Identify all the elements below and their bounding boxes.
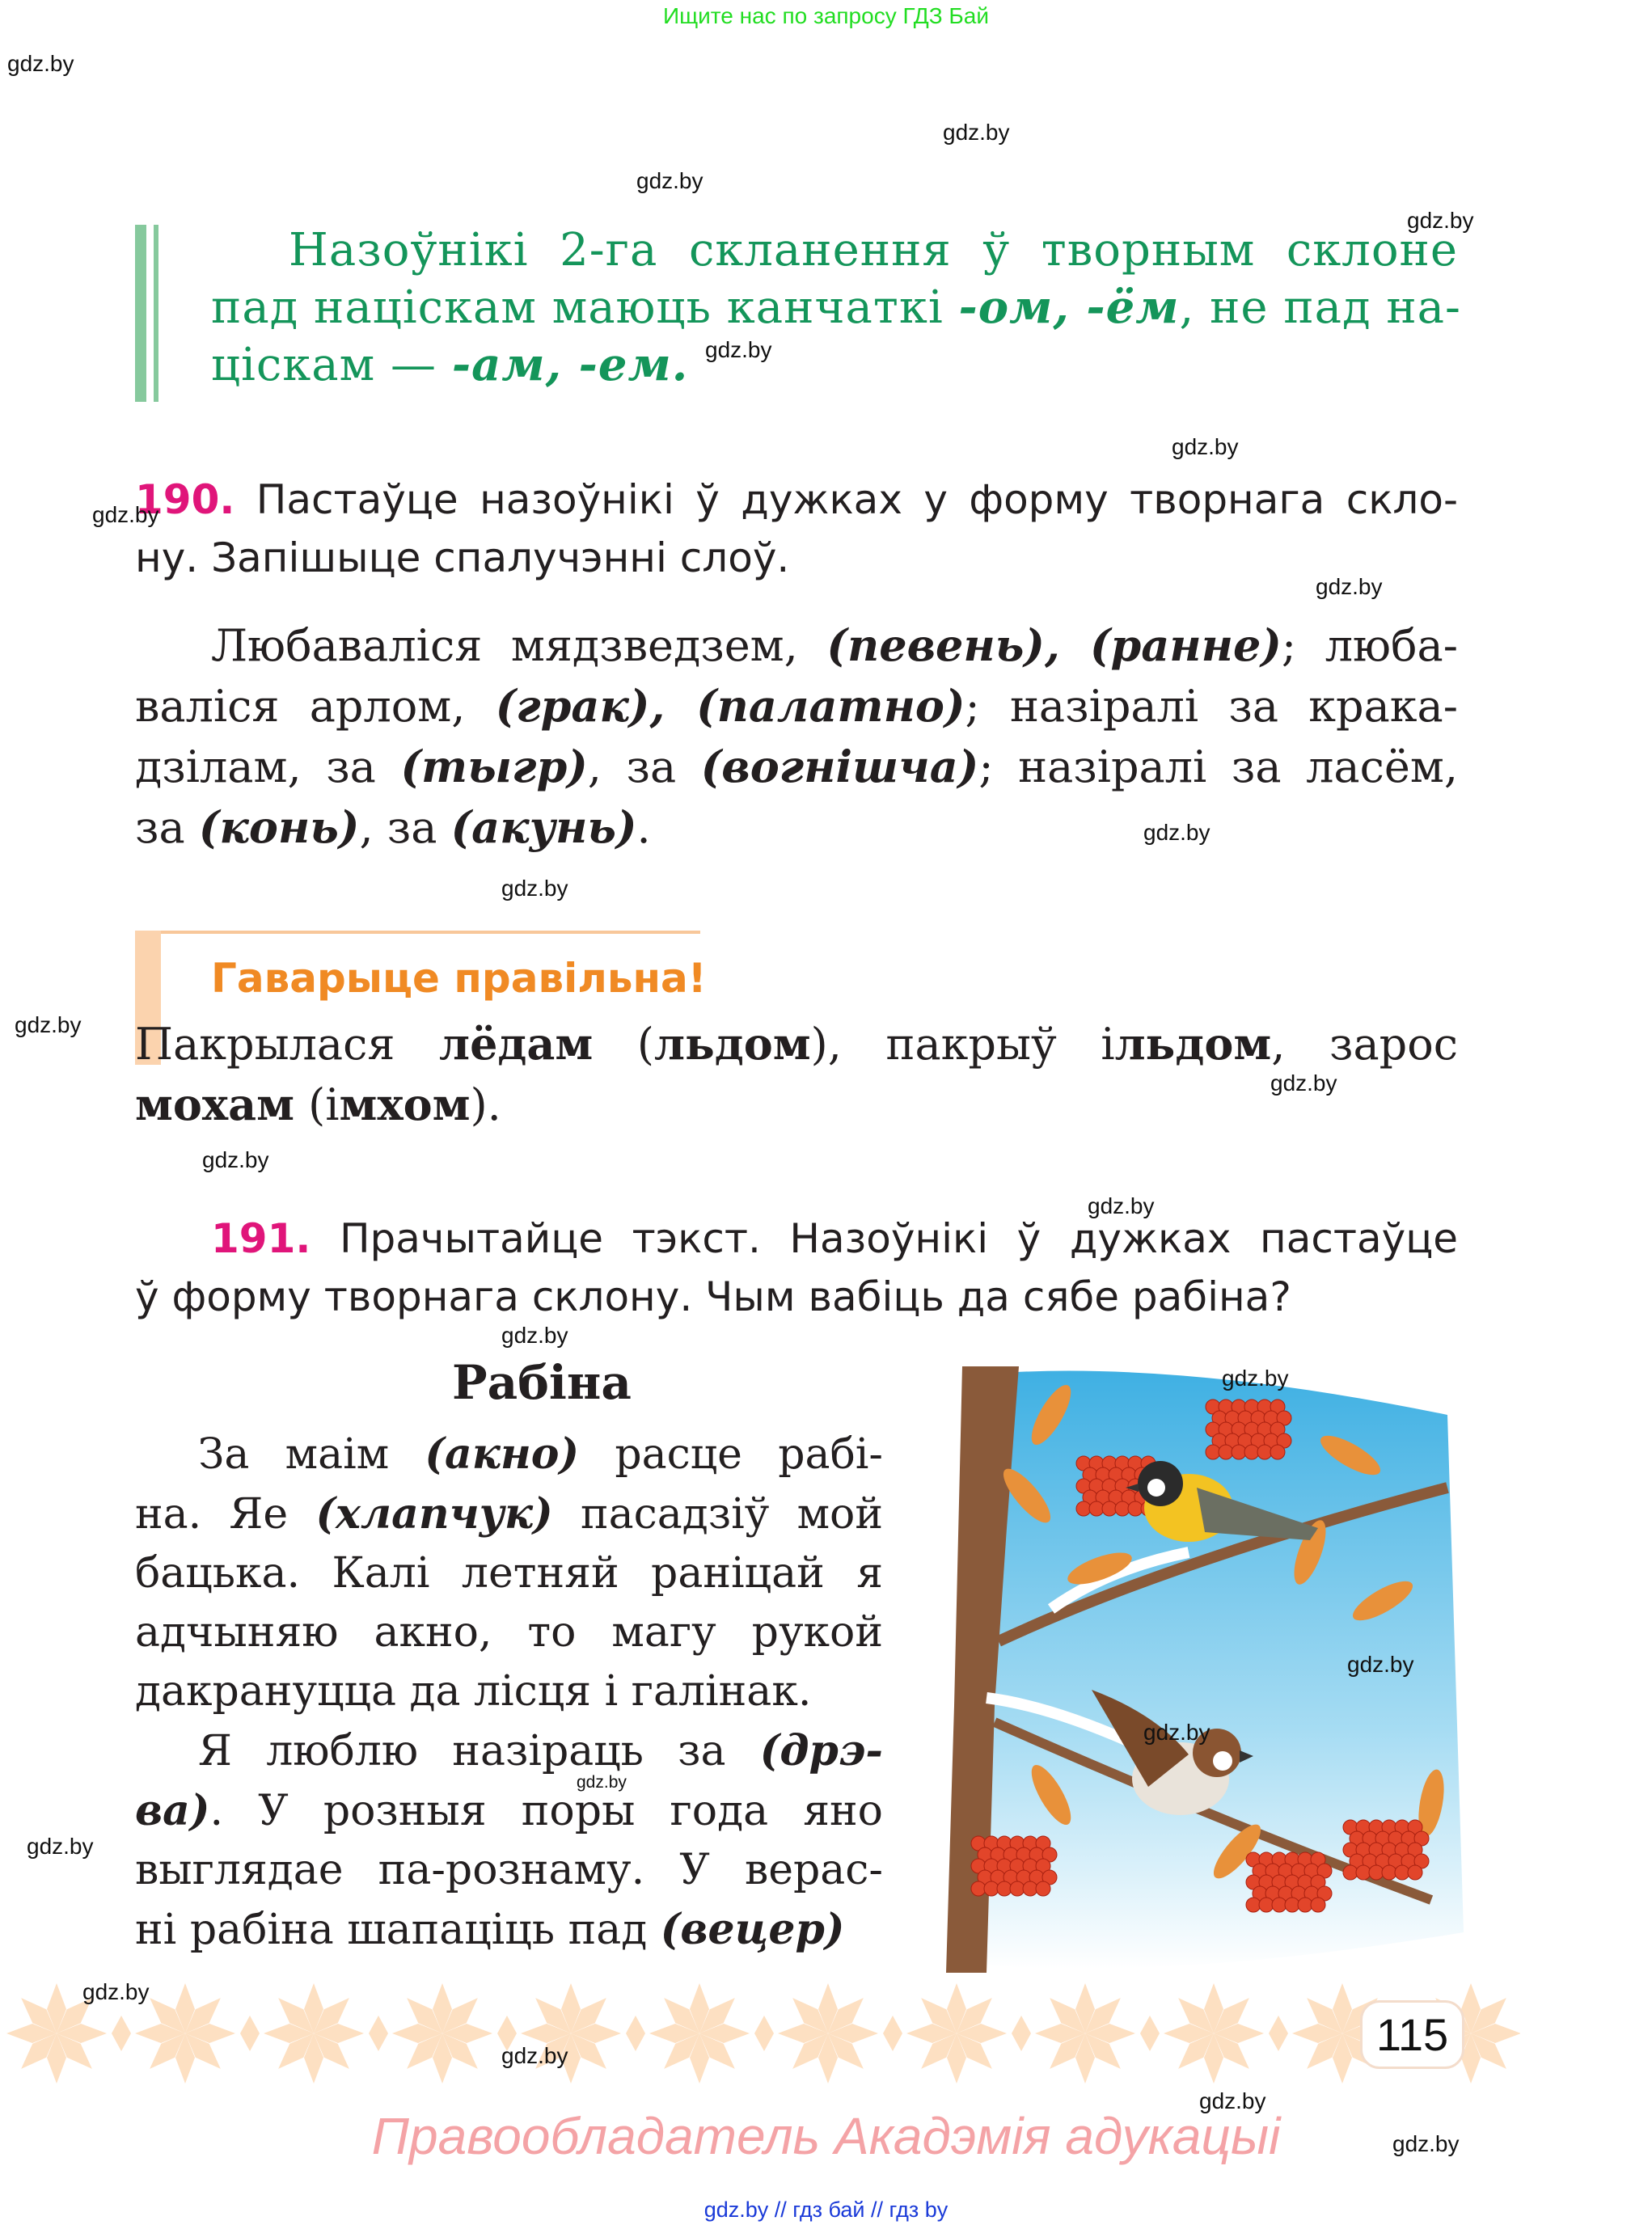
berry — [997, 1881, 1012, 1896]
text-segment: ва) — [135, 1786, 210, 1835]
text-line — [211, 222, 1458, 279]
berry — [1246, 1898, 1261, 1912]
story-text — [135, 1425, 883, 1960]
page-number: 115 — [1360, 2000, 1464, 2069]
text-line — [211, 279, 1461, 336]
text-segment: ціскам — — [211, 339, 452, 391]
text-segment: ; назіралі за ласём, — [978, 741, 1458, 792]
bottom-links[interactable]: gdz.by // гдз бай // гдз by — [703, 2198, 949, 2222]
ornament-star-icon — [906, 1983, 1031, 2084]
watermark: gdz.by — [705, 337, 772, 362]
ornament-star-icon — [392, 1983, 517, 2084]
watermark: gdz.by — [1172, 434, 1239, 459]
text-segment: Я люблю назіраць за — [135, 1727, 760, 1775]
ornament-star-icon — [135, 1983, 260, 2084]
exercise-191-task — [135, 1210, 1458, 1326]
search-hint: Ищите нас по запросу ГДЗ Бай — [662, 3, 990, 28]
watermark: gdz.by — [1407, 208, 1474, 233]
text-segment: -ам, -ем. — [451, 338, 689, 391]
watermark: gdz.by — [1270, 1070, 1337, 1096]
text-segment: , за — [587, 741, 701, 792]
berry — [1298, 1898, 1312, 1912]
watermark: gdz.by — [27, 1834, 94, 1859]
ornament-star-icon — [778, 1983, 902, 2084]
story-title: Рабіна — [452, 1355, 632, 1410]
text-segment: дакрануцца да лісця і галінак. — [135, 1667, 812, 1716]
berry — [1036, 1881, 1050, 1896]
text-segment: (конь) — [198, 801, 360, 853]
text-line — [135, 797, 1458, 858]
watermark: gdz.by — [1392, 2131, 1460, 2156]
text-segment: За маім — [135, 1430, 425, 1479]
watermark: gdz.by — [577, 1773, 627, 1792]
text-segment: ; назіралі за крака- — [965, 681, 1458, 732]
text-segment: Назоўнікі 2-га скланення ў творным склоне — [289, 224, 1458, 277]
text-line — [135, 1484, 883, 1544]
text-segment: льдом — [654, 1018, 811, 1070]
watermark: gdz.by — [1143, 820, 1210, 845]
text-segment: пасадзіў мой — [552, 1490, 883, 1539]
text-segment: за — [135, 802, 199, 853]
watermark: gdz.by — [1222, 1366, 1289, 1391]
berry — [1023, 1881, 1037, 1896]
task-text: ў форму творнага склону. Чым вабіць да сябе рабіна? — [135, 1273, 1291, 1320]
ornament-star-icon — [649, 1983, 774, 2084]
berry — [1356, 1865, 1371, 1880]
berry — [1010, 1881, 1025, 1896]
speak-box-top — [135, 931, 700, 934]
text-segment: лёдам — [439, 1018, 594, 1070]
text-segment: адчыняю акно, то магу рукой — [135, 1608, 883, 1657]
text-segment: ). — [470, 1079, 501, 1130]
berry — [1395, 1865, 1409, 1880]
berry — [1102, 1501, 1117, 1516]
text-segment: (вецер) — [660, 1905, 845, 1954]
berry — [1206, 1445, 1220, 1459]
text-line — [135, 1075, 1458, 1135]
berry — [984, 1881, 999, 1896]
grammar-rule — [211, 222, 1461, 394]
text-segment: (хлапчук) — [315, 1489, 553, 1539]
text-segment: . — [636, 802, 651, 853]
text-line — [135, 1900, 883, 1960]
text-segment: выглядае па-рознаму. У верас- — [135, 1846, 883, 1894]
text-line — [135, 1425, 883, 1484]
berry — [1311, 1898, 1325, 1912]
text-segment: , не пад на- — [1179, 281, 1461, 334]
berry — [1128, 1501, 1143, 1516]
berry — [1343, 1865, 1358, 1880]
exercise-190-text — [135, 615, 1458, 858]
text-segment: пад націскам маюць канчаткі — [211, 281, 959, 334]
berry — [1285, 1898, 1299, 1912]
watermark: gdz.by — [501, 876, 568, 901]
text-segment: (акно) — [425, 1429, 580, 1479]
berry — [1369, 1865, 1384, 1880]
text-segment: дзілам, за — [135, 741, 401, 792]
text-line — [211, 336, 1458, 394]
watermark: gdz.by — [636, 168, 703, 193]
text-line — [135, 676, 1458, 737]
text-segment: ні рабіна шапаціць пад — [135, 1906, 661, 1954]
exercise-number: 190. — [135, 476, 235, 523]
berry — [1244, 1445, 1259, 1459]
text-segment: (вогнішча) — [700, 741, 979, 792]
task-text: ну. Запішыце спалучэнні слоў. — [135, 534, 790, 581]
text-segment: мхом — [339, 1079, 471, 1130]
berry — [1076, 1501, 1091, 1516]
watermark: gdz.by — [82, 1979, 150, 2004]
text-segment: , зарос — [1271, 1019, 1458, 1070]
task-text: Пастаўце назоўнікі ў дужках у форму творнага скло- — [234, 476, 1458, 523]
watermark: gdz.by — [92, 502, 159, 527]
exercise-190-task — [135, 471, 1458, 587]
text-segment: на. Яе — [135, 1490, 316, 1539]
berry — [1272, 1898, 1287, 1912]
text-segment: бацька. Калі летняй раніцай я — [135, 1549, 883, 1598]
berry — [1115, 1501, 1130, 1516]
text-line — [135, 1662, 883, 1721]
text-segment: ( — [593, 1019, 654, 1070]
speak-correctly-text — [135, 1014, 1458, 1135]
text-segment: (тыгр) — [400, 741, 588, 792]
ornament-star-icon — [264, 1983, 388, 2084]
text-line — [135, 1014, 1458, 1075]
text-segment: (і — [294, 1079, 340, 1130]
text-line — [135, 737, 1458, 797]
watermark: gdz.by — [501, 2043, 568, 2068]
text-segment: -ом, -ём — [958, 281, 1180, 334]
text-segment: (дрэ- — [759, 1726, 883, 1775]
text-segment: , за — [359, 802, 451, 853]
berry — [1408, 1865, 1422, 1880]
text-line — [135, 1841, 883, 1900]
text-line — [211, 615, 1458, 676]
watermark: gdz.by — [1088, 1193, 1155, 1218]
text-segment: ; люба- — [1281, 620, 1458, 671]
text-segment: (певень), (ранне) — [826, 619, 1282, 671]
text-segment: (грак), (палатно) — [495, 680, 965, 732]
watermark: gdz.by — [1316, 574, 1383, 599]
text-segment: валіся арлом, — [135, 681, 496, 732]
berry — [971, 1881, 986, 1896]
text-segment: (акунь) — [450, 801, 637, 853]
text-line — [135, 1544, 883, 1603]
watermark: gdz.by — [501, 1323, 568, 1348]
ornament-star-icon — [1035, 1983, 1160, 2084]
berry — [1219, 1445, 1233, 1459]
rule-bar-thin — [154, 225, 158, 402]
text-segment: расце рабі- — [579, 1430, 883, 1479]
berry — [1257, 1445, 1272, 1459]
berry — [1089, 1501, 1104, 1516]
watermark: gdz.by — [7, 51, 74, 76]
ornament-band — [0, 1981, 1520, 2086]
text-line — [135, 1603, 883, 1662]
text-segment: льдом — [1114, 1018, 1272, 1070]
watermark: gdz.by — [202, 1147, 269, 1172]
exercise-number: 191. — [211, 1215, 311, 1262]
text-line — [135, 1721, 883, 1781]
berry — [1232, 1445, 1246, 1459]
text-segment: . У розныя поры года яно — [209, 1787, 883, 1835]
task-text: Прачытайце тэкст. Назоўнікі ў дужках пастаўце — [311, 1215, 1458, 1262]
copyright-footer: Правообладатель Акадэмія адукацыі — [371, 2107, 1281, 2165]
text-segment: мохам — [135, 1079, 295, 1130]
watermark: gdz.by — [1199, 2088, 1266, 2113]
speak-correctly-title: Гаварыце правільна! — [211, 955, 707, 1002]
berry — [1270, 1445, 1285, 1459]
ornament-star-icon — [1164, 1983, 1288, 2084]
berry — [1259, 1898, 1274, 1912]
berry — [1382, 1865, 1396, 1880]
text-segment: Пакрылася — [135, 1019, 439, 1070]
text-segment: Любаваліся мядзведзем, — [211, 620, 827, 671]
rule-bar — [135, 225, 146, 402]
watermark: gdz.by — [1143, 1720, 1210, 1745]
watermark: gdz.by — [943, 120, 1010, 145]
watermark: gdz.by — [15, 1012, 82, 1037]
watermark: gdz.by — [1347, 1652, 1414, 1677]
text-segment: ), пакрыў і — [810, 1019, 1115, 1070]
text-line — [135, 1781, 883, 1841]
